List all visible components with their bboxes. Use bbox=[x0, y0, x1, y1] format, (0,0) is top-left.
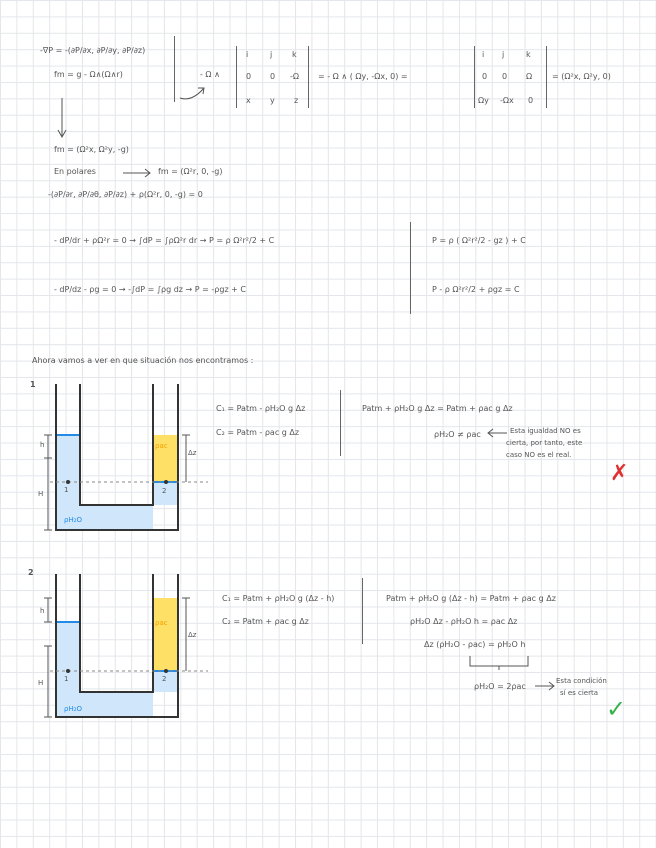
polar-label: En polares bbox=[54, 167, 96, 176]
case2-note-line2: sí es cierta bbox=[560, 689, 599, 697]
solution-2: P - ρ Ω²r²/2 + ρgz = C bbox=[432, 285, 520, 294]
case1-H-label: H bbox=[38, 490, 44, 498]
det2-r1c3: k bbox=[526, 50, 531, 59]
case1-point-1: 1 bbox=[64, 486, 69, 494]
case2-number: 2 bbox=[28, 568, 34, 577]
case2-rho-acid: ρac bbox=[155, 619, 168, 627]
fm-result-eq: fm = (Ω²x, Ω²y, -g) bbox=[54, 145, 129, 154]
int-z-eq: - dP/dz - ρg = 0 → -∫dP = ∫ρg dz → P = -ρgz + C bbox=[54, 285, 247, 294]
det2-r2c3: Ω bbox=[526, 72, 533, 81]
arrow-down bbox=[56, 96, 72, 142]
case2-underbrace bbox=[468, 654, 530, 670]
det1-right-bar bbox=[308, 46, 309, 108]
case1-dz-label: Δz bbox=[188, 449, 197, 457]
det1-r2c3: -Ω bbox=[290, 72, 299, 81]
balance-eq: -(∂P/∂r, ∂P/∂θ, ∂P/∂z) + ρ(Ω²r, 0, -g) = 0 bbox=[48, 190, 203, 199]
case2-point-1: 1 bbox=[64, 675, 69, 683]
case1-h-label: h bbox=[40, 441, 45, 449]
det1-left-bar bbox=[236, 46, 237, 108]
cross-lead: - Ω ∧ bbox=[200, 70, 220, 79]
det1-r1c1: i bbox=[246, 50, 249, 59]
case1-point-2: 2 bbox=[162, 487, 167, 495]
case2-arrow-right bbox=[534, 681, 556, 691]
case1-c1: C₁ = Patm - ρH₂O g Δz bbox=[216, 404, 306, 413]
case1-c2: C₂ = Patm - ρac g Δz bbox=[216, 428, 300, 437]
case2-divider bbox=[362, 578, 363, 644]
case1-rho-acid: ρac bbox=[155, 442, 168, 450]
case1-divider bbox=[340, 390, 341, 456]
case2-eq2: ρH₂O Δz - ρH₂O h = ρac Δz bbox=[410, 617, 518, 626]
case2-rho-water: ρH₂O bbox=[64, 705, 83, 713]
middle-eq: = - Ω ∧ ( Ωy, -Ωx, 0) = bbox=[318, 72, 408, 81]
arrow-right-up bbox=[178, 84, 208, 104]
int-r-eq: - dP/dr + ρΩ²r = 0 → ∫dP = ∫ρΩ²r dr → P = ρ Ω²r²/2 + C bbox=[54, 236, 275, 245]
case1-note-line2: cierta, por tanto, este bbox=[506, 439, 583, 447]
det2-r1c2: j bbox=[502, 50, 505, 59]
case2-note-line1: Esta condición bbox=[556, 677, 607, 685]
det2-left-bar bbox=[474, 46, 475, 108]
case1-number: 1 bbox=[30, 380, 36, 389]
polar-eq: fm = (Ω²r, 0, -g) bbox=[158, 167, 223, 176]
case2-eq1: Patm + ρH₂O g (Δz - h) = Patm + ρac g Δz bbox=[386, 594, 556, 603]
case1-arrow-left bbox=[486, 428, 508, 438]
case2-H-label: H bbox=[38, 679, 44, 687]
det2-r3c1: Ωy bbox=[478, 96, 489, 105]
arrow-polar bbox=[122, 168, 152, 178]
check-mark-icon: ✓ bbox=[606, 695, 627, 723]
case1-inequality: ρH₂O ≠ ρac bbox=[434, 430, 481, 439]
det2-r2c1: 0 bbox=[482, 72, 488, 81]
solution-1: P = ρ ( Ω²r²/2 - gz ) + C bbox=[432, 236, 526, 245]
det1-r3c1: x bbox=[246, 96, 251, 105]
section-divider bbox=[174, 36, 175, 102]
grad-p-eq: -∇P = -(∂P/∂x, ∂P/∂y, ∂P/∂z) bbox=[40, 46, 146, 55]
case2-c2: C₂ = Patm + ρac g Δz bbox=[222, 617, 309, 626]
case2-u-tube-diagram bbox=[30, 574, 216, 722]
case1-note-line1: Esta igualdad NO es bbox=[510, 427, 581, 435]
case2-h-label: h bbox=[40, 607, 45, 615]
case1-equality: Patm + ρH₂O g Δz = Patm + ρac g Δz bbox=[362, 404, 513, 413]
det2-r2c2: 0 bbox=[502, 72, 508, 81]
intro-text: Ahora vamos a ver en que situación nos encontramos : bbox=[32, 356, 254, 365]
det1-r2c1: 0 bbox=[246, 72, 252, 81]
case1-note-line3: caso NO es el real. bbox=[506, 451, 572, 459]
det2-r1c1: i bbox=[482, 50, 485, 59]
det2-r3c2: -Ωx bbox=[500, 96, 514, 105]
det2-right-bar bbox=[546, 46, 547, 108]
case2-point-2: 2 bbox=[162, 675, 167, 683]
det1-r3c3: z bbox=[294, 96, 299, 105]
det2-r3c3: 0 bbox=[528, 96, 534, 105]
cross-mark-icon: ✗ bbox=[610, 461, 629, 486]
case2-eq4: ρH₂O = 2ρac bbox=[474, 682, 526, 691]
det1-r2c2: 0 bbox=[270, 72, 276, 81]
case1-u-tube-diagram bbox=[30, 384, 216, 534]
cross-result: = (Ω²x, Ω²y, 0) bbox=[552, 72, 611, 81]
det1-r1c3: k bbox=[292, 50, 297, 59]
det1-r1c2: j bbox=[270, 50, 273, 59]
case2-dz-label: Δz bbox=[188, 631, 197, 639]
case2-c1: C₁ = Patm + ρH₂O g (Δz - h) bbox=[222, 594, 335, 603]
fm-def-eq: fm = g - Ω∧(Ω∧r) bbox=[54, 70, 123, 79]
case1-rho-water: ρH₂O bbox=[64, 516, 83, 524]
case2-eq3: Δz (ρH₂O - ρac) = ρH₂O h bbox=[424, 640, 526, 649]
solution-divider bbox=[410, 222, 411, 314]
det1-r3c2: y bbox=[270, 96, 275, 105]
